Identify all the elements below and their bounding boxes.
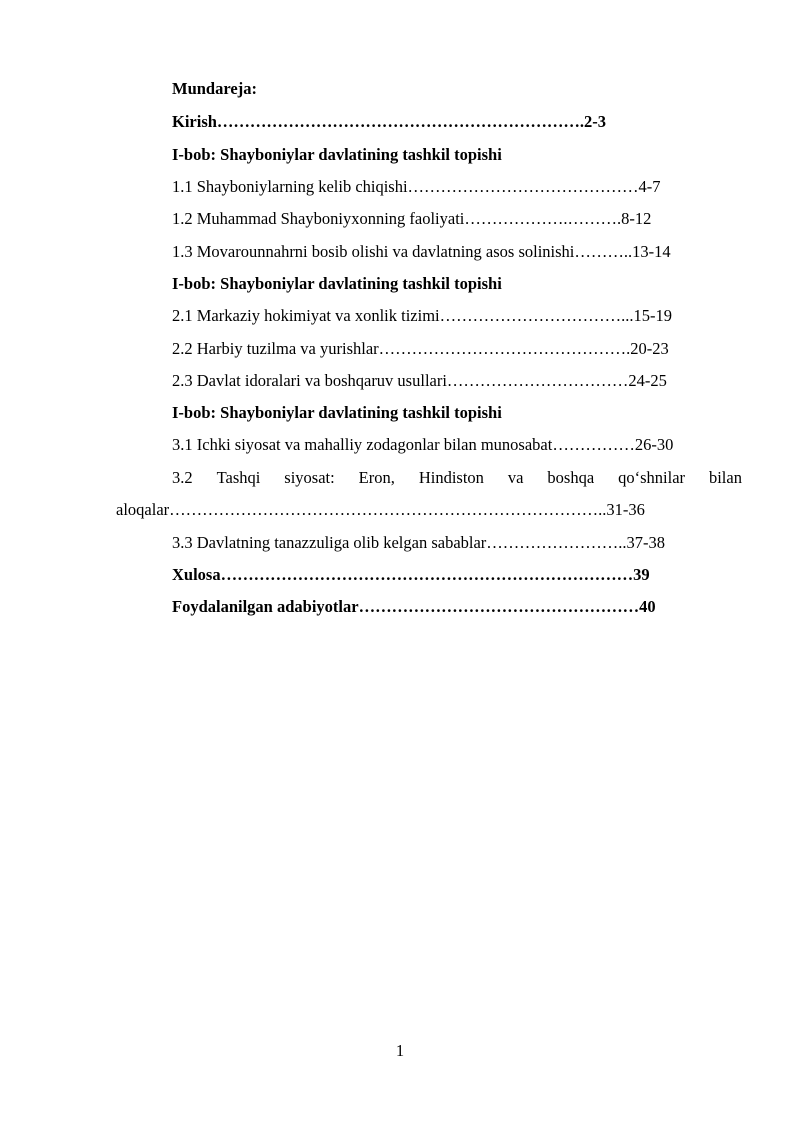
toc-entry-3-1: 3.1 Ichki siyosat va mahalliy zodagonlar bilan munosabat……………26-30 — [172, 435, 674, 454]
toc-entry-2-3: 2.3 Davlat idoralari va boshqaruv usullari……………………………24-25 — [172, 371, 667, 390]
toc-entry-1-3: 1.3 Movarounnahrni bosib olishi va davlatning asos solinishi………..13-14 — [172, 242, 671, 261]
toc-entry-3-2-first-line — [172, 468, 742, 488]
word: 3.2 — [172, 468, 193, 487]
toc-entry-2-2: 2.2 Harbiy tuzilma va yurishlar……………………………………….20-23 — [172, 339, 669, 358]
toc-entry-conclusion: Xulosa…………………………………………………………………39 — [172, 565, 650, 584]
toc-heading: Mundareja: — [172, 79, 257, 98]
toc-entry-intro: Kirish………………………………………………………….2-3 — [172, 112, 607, 131]
word: Eron, — [358, 468, 395, 487]
word: siyosat: — [284, 468, 335, 487]
toc-entry-1-1: 1.1 Shayboniylarning kelib chiqishi……………………………………4-7 — [172, 177, 661, 196]
word: boshqa — [547, 468, 595, 487]
toc-entry-2-1: 2.1 Markaziy hokimiyat va xonlik tizimi……………………………...15-19 — [172, 306, 672, 325]
word: va — [507, 468, 524, 487]
page-number: 1 — [395, 1041, 405, 1060]
toc-chapter-2-title: I-bob: Shayboniylar davlatining tashkil topishi — [172, 274, 502, 293]
toc-chapter-3-title: I-bob: Shayboniylar davlatining tashkil topishi — [172, 403, 502, 422]
toc-entry-bibliography: Foydalanilgan adabiyotlar……………………………………………40 — [172, 597, 656, 616]
toc-entry-3-2-continuation: aloqalar……………………………………………………………………..31-36 — [116, 500, 645, 519]
word: Hindiston — [418, 468, 484, 487]
toc-chapter-1-title: I-bob: Shayboniylar davlatining tashkil topishi — [172, 145, 502, 164]
toc-entry-3-3: 3.3 Davlatning tanazzuliga olib kelgan sabablar……………………..37-38 — [172, 533, 666, 552]
word: qo‘shnilar — [618, 468, 686, 487]
toc-entry-1-2: 1.2 Muhammad Shayboniyxonning faoliyati……………….……….8-12 — [172, 209, 652, 228]
word: Tashqi — [216, 468, 261, 487]
word: bilan — [708, 468, 742, 487]
